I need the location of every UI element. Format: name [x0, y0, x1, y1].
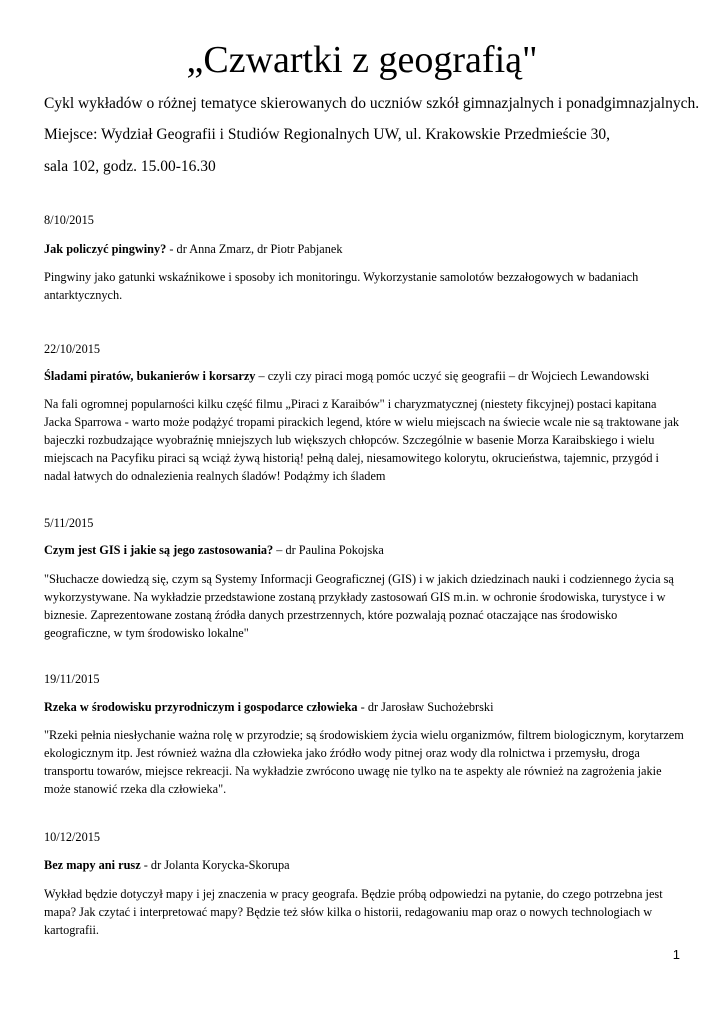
lecture-description: Na fali ogromnej popularności kilku część filmu „Piraci z Karaibów" i charyzmatycznej (niestety fikcyjnej) postaci kapitana Jacka Sparrowa - warto może podążyć tropami pirackich legend, które w wielu miejscach na świecie wcale nie są traktowane jak bajeczki rozbudzające wyobraźnię mniejszych lub większych chłopców. Szczególnie w basenie Morza Karaibskiego i wielu miejscach na Pacyfiku piraci są wciąż żywą historią! pełną dalej, niesamowitego kolorytu, okrucieństwa, tajemnic, przygód i nadal łatwych do odnalezienia realnych śladów! Podążmy ich śladem	[44, 397, 680, 483]
lecture-heading	[44, 856, 290, 874]
page-title: „Czwartki z geografią"	[186, 39, 538, 81]
lecture-date: 8/10/2015	[44, 213, 94, 227]
lecture-date: 19/11/2015	[44, 672, 100, 686]
lecture-date: 5/11/2015	[44, 516, 94, 530]
lecture-speaker: - dr Anna Zmarz, dr Piotr Pabjanek	[166, 242, 343, 256]
lecture-title: Bez mapy ani rusz	[44, 858, 141, 872]
lecture-description: "Rzeki pełnia niesłychanie ważna rolę w przyrodzie; są środowiskiem życia wielu organizmów, filtrem biologicznym, korytarzem ekologicznym itp. Jest również ważna dla człowieka jako źródło wody pitnej oraz wody dla rolnictwa i przemysłu, droga transportu towarów, miejsce rekreacji. Na wykładzie zwrócono uwagę nie tylko na te aspekty ale również na zagrożenia jakie może stanowić rzeka dla człowieka".	[44, 728, 684, 796]
lecture-heading	[44, 367, 649, 385]
lecture-heading	[44, 240, 343, 258]
lecture-date: 22/10/2015	[44, 342, 101, 356]
lecture-title: Czym jest GIS i jakie są jego zastosowania?	[44, 543, 274, 557]
intro-line-audience: Cykl wykładów o różnej tematyce skierowanych do uczniów szkół gimnazjalnych i ponadgimnazjalnych.	[44, 95, 700, 112]
lecture-speaker: – dr Paulina Pokojska	[273, 543, 384, 557]
intro-line-time: sala 102, godz. 15.00-16.30	[44, 158, 216, 175]
lecture-speaker: - dr Jolanta Korycka-Skorupa	[140, 858, 290, 872]
lecture-title: Śladami piratów, bukanierów i korsarzy	[44, 369, 256, 383]
lecture-description: Pingwiny jako gatunki wskaźnikowe i sposoby ich monitoringu. Wykorzystanie samolotów bezzałogowych w badaniach antarktycznych.	[44, 270, 639, 302]
lecture-speaker: - dr Jarosław Suchożebrski	[357, 700, 494, 714]
lecture-date: 10/12/2015	[44, 830, 101, 844]
lecture-speaker: – czyli czy piraci mogą pomóc uczyć się geografii – dr Wojciech Lewandowski	[255, 369, 650, 383]
lecture-description: Wykład będzie dotyczył mapy i jej znaczenia w pracy geografa. Będzie próbą odpowiedzi na pytanie, do czego potrzebna jest mapa? Jak czytać i interpretować mapy? Będzie też słów kilka o historii, redagowaniu map oraz o nowych technologiach w kartografii.	[44, 887, 663, 937]
lecture-heading	[44, 698, 494, 716]
lecture-heading	[44, 541, 384, 559]
intro-line-location: Miejsce: Wydział Geografii i Studiów Regionalnych UW, ul. Krakowskie Przedmieście 30,	[44, 126, 610, 143]
lecture-description: "Słuchacze dowiedzą się, czym są Systemy Informacji Geograficznej (GIS) i w jakich dziedzinach nauki i codziennego życia są wykorzystywane. Na wykładzie przedstawione zostaną przykłady zastosowań GIS m.in. w ochronie środowiska, turystyce i w biznesie. Zaprezentowane zostaną źródła danych przestrzennych, które pozwalają poznać otaczające nas środowisko geograficzne, w tym środowisko lokalne"	[44, 572, 674, 640]
lecture-title: Rzeka w środowisku przyrodniczym i gospodarce człowieka	[44, 700, 358, 714]
page-number: 1	[672, 947, 680, 962]
lecture-title: Jak policzyć pingwiny?	[44, 242, 167, 256]
